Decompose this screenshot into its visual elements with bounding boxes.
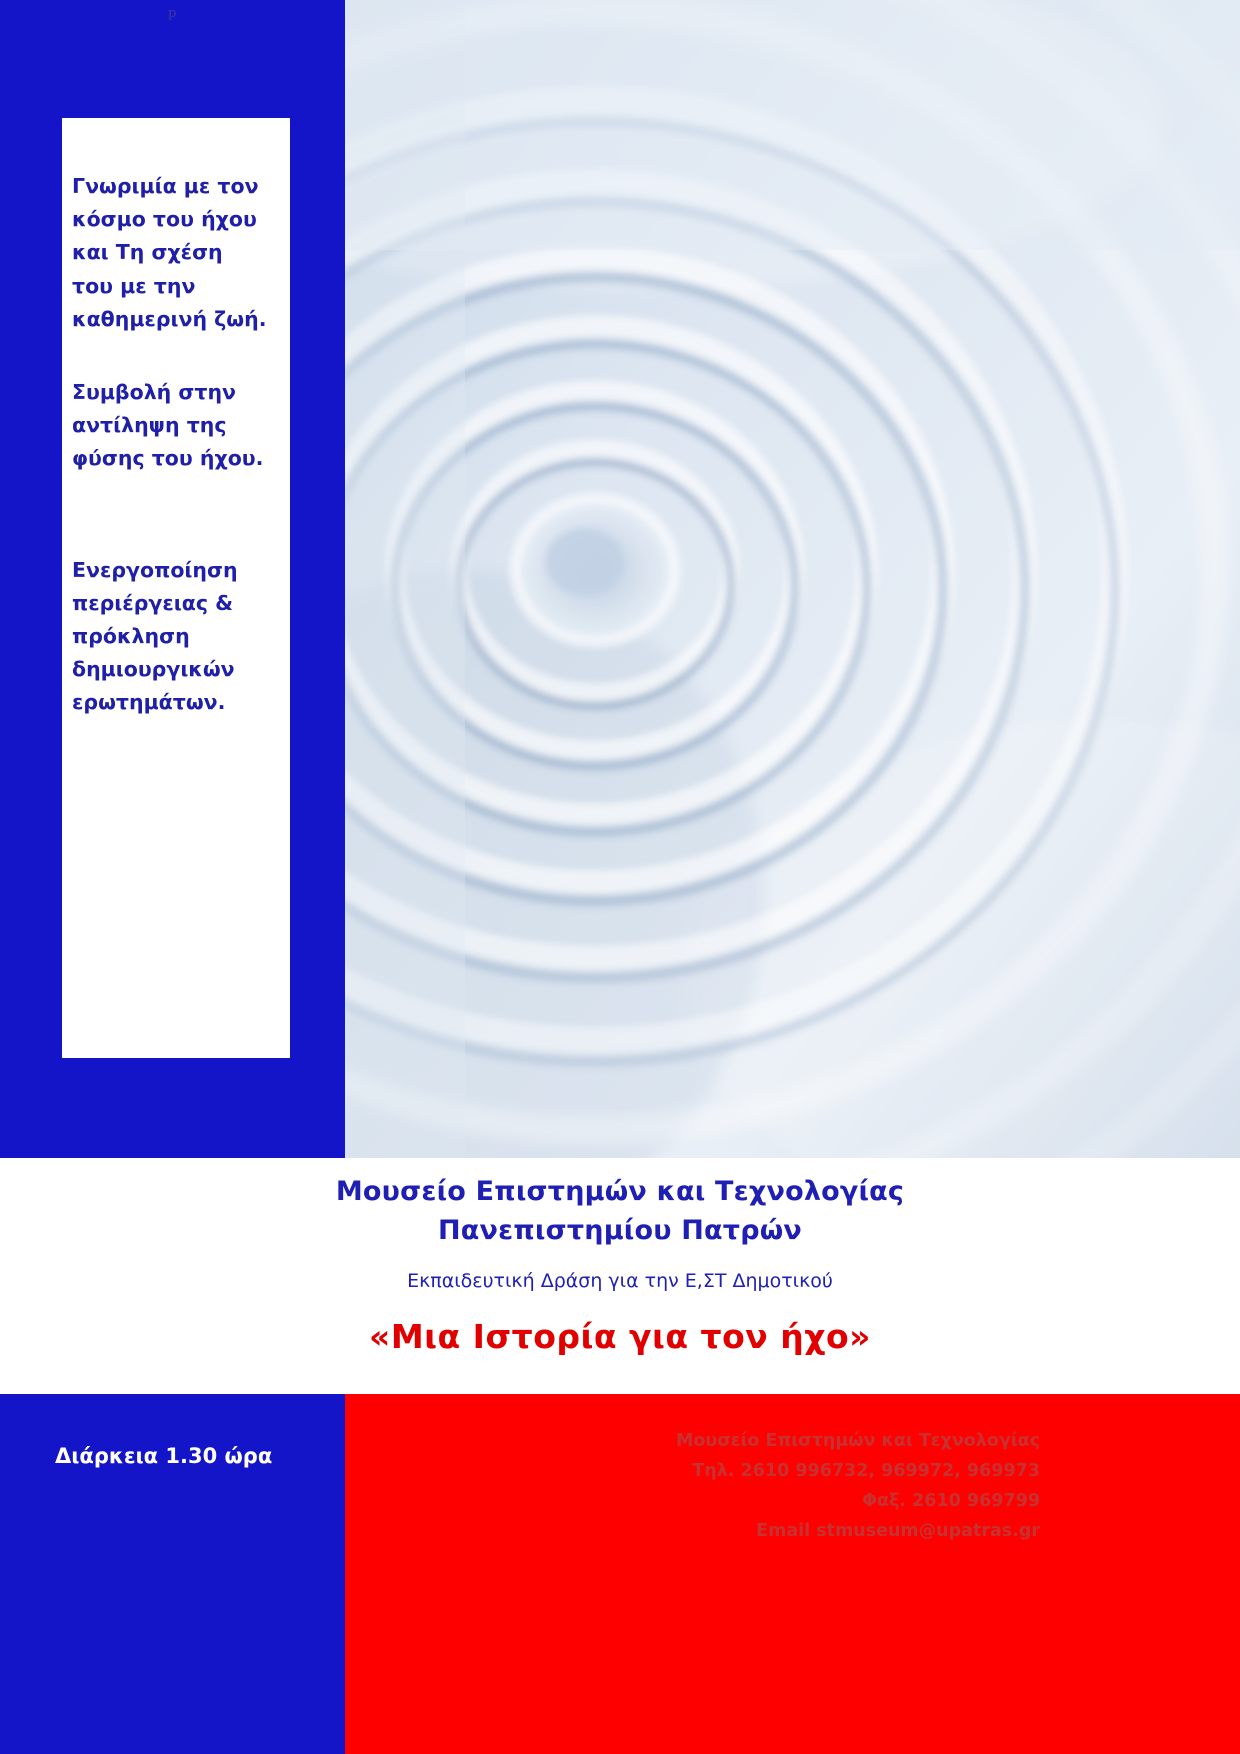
contact-name: Μουσείο Επιστημών και Τεχνολογίας xyxy=(675,1431,1040,1451)
museum-title-line-1: Μουσείο Επιστημών και Τεχνολογίας xyxy=(335,1176,905,1207)
activity-headline: «Μια Ιστορία για τον ήχο» xyxy=(369,1317,871,1357)
sidebar-paragraph-1: Γνωριμία με τον κόσμο του ήχου και Τη σχέση του με την καθημερινή ζωή. xyxy=(72,174,267,331)
bottom-bar xyxy=(0,1394,1240,1754)
contact-fax: Φαξ. 2610 969799 xyxy=(862,1491,1040,1512)
stray-glyph: p xyxy=(168,6,177,21)
spacer-2 xyxy=(72,476,270,554)
sidebar-text-card xyxy=(62,118,290,1058)
sidebar-paragraph-3: Ενεργοποίηση περιέργειας & πρόκληση δημιουργικών ερωτημάτων. xyxy=(72,557,238,715)
museum-title-line-2: Πανεπιστημίου Πατρών xyxy=(437,1215,803,1247)
water-ripple-image xyxy=(345,0,1240,1158)
activity-subtitle: Εκπαιδευτική Δράση για την Ε,ΣΤ Δημοτικού xyxy=(407,1270,833,1293)
spacer-1 xyxy=(72,336,270,376)
contact-phone: Τηλ. 2610 996732, 969972, 969973 xyxy=(692,1461,1040,1482)
middle-info-section xyxy=(0,1158,1240,1390)
contact-email: Email stmuseum@upatras.gr xyxy=(756,1521,1040,1542)
sidebar-paragraph-2: Συμβολή στην αντίληψη της φύσης του ήχου. xyxy=(72,380,264,471)
contact-block xyxy=(676,1426,1040,1546)
duration-label: Διάρκεια 1.30 ώρα xyxy=(55,1444,273,1468)
